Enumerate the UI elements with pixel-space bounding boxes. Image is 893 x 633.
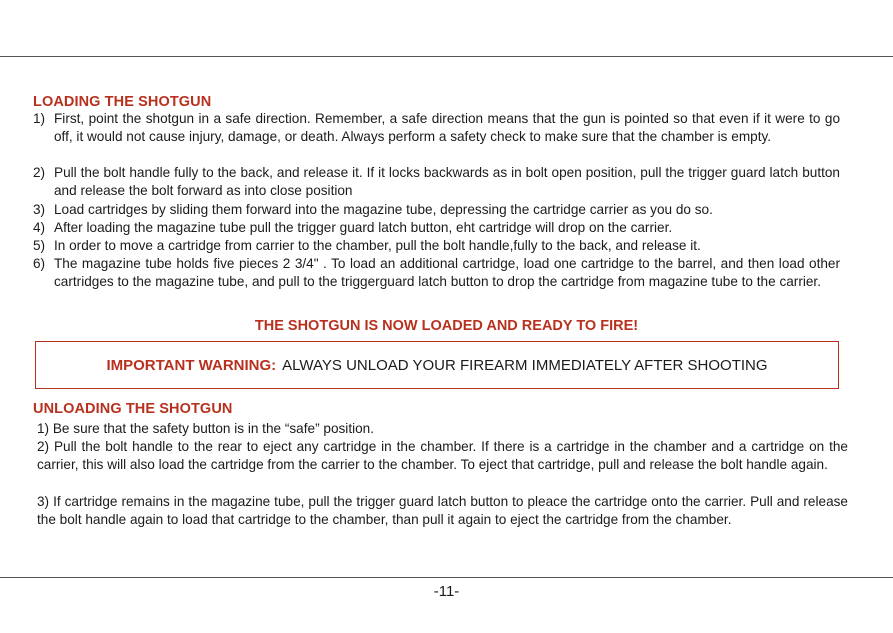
step-text: After loading the magazine tube pull the trigger guard latch button, eht cartridge will drop on the carrier. <box>54 220 673 235</box>
loading-step <box>33 110 840 145</box>
loading-heading: LOADING THE SHOTGUN <box>33 94 212 110</box>
step-number: 6) <box>33 256 46 271</box>
loading-step <box>33 255 840 290</box>
step-number: 2) <box>33 165 46 180</box>
step-text: First, point the shotgun in a safe direction. Remember, a safe direction means that the gun is pointed so that even if it were to go off, it would not cause injury, damage, or death. Always perform a safety check to make sure that the chamber is empty. <box>54 111 840 144</box>
page-number: -11- <box>433 583 460 600</box>
loading-step <box>33 201 840 219</box>
warning-label: IMPORTANT WARNING: <box>106 356 277 374</box>
unloading-heading: UNLOADING THE SHOTGUN <box>33 401 233 417</box>
loading-step <box>33 237 840 255</box>
top-divider <box>0 56 893 57</box>
step-text: Pull the bolt handle fully to the back, and release it. If it locks backwards as in bolt open position, pull the trigger guard latch button and release the bolt forward as into close position <box>54 165 840 198</box>
loading-step <box>33 219 840 237</box>
step-number: 4) <box>33 220 46 235</box>
loading-step <box>33 164 840 199</box>
step-text: Load cartridges by sliding them forward into the magazine tube, depressing the cartridge carrier as you do so. <box>54 202 713 217</box>
step-text: The magazine tube holds five pieces 2 3/4" . To load an additional cartridge, load one cartridge to the barrel, and then load other cartridges to the magazine tube, and pull to the triggerguard latch button to drop the cartridge from magazine tube to the carrier. <box>54 256 840 289</box>
warning-box <box>35 341 839 389</box>
unloading-step: 3) If cartridge remains in the magazine tube, pull the trigger guard latch button to pleace the cartridge onto the carrier. Pull and release the bolt handle again to load that cartridge to the chamber, than pull it again to eject the cartridge from the chamber. <box>37 494 848 528</box>
step-number: 1) <box>33 111 46 126</box>
step-text: In order to move a cartridge from carrier to the chamber, pull the bolt handle,fully to the back, and release it. <box>54 238 701 253</box>
warning-text: ALWAYS UNLOAD YOUR FIREARM IMMEDIATELY AFTER SHOOTING <box>282 356 768 374</box>
step-number: 5) <box>33 238 46 253</box>
bottom-divider <box>0 577 893 578</box>
unloading-step: 1) Be sure that the safety button is in the “safe” position. <box>37 421 375 436</box>
ready-to-fire-banner: THE SHOTGUN IS NOW LOADED AND READY TO FIRE! <box>254 318 639 334</box>
unloading-step: 2) Pull the bolt handle to the rear to eject any cartridge in the chamber. If there is a cartridge in the chamber and a cartridge on the carrier, this will also load the cartridge from the carrier to the chamber. To eject that cartridge, pull and release the bolt handle again. <box>37 439 848 473</box>
step-number: 3) <box>33 202 46 217</box>
